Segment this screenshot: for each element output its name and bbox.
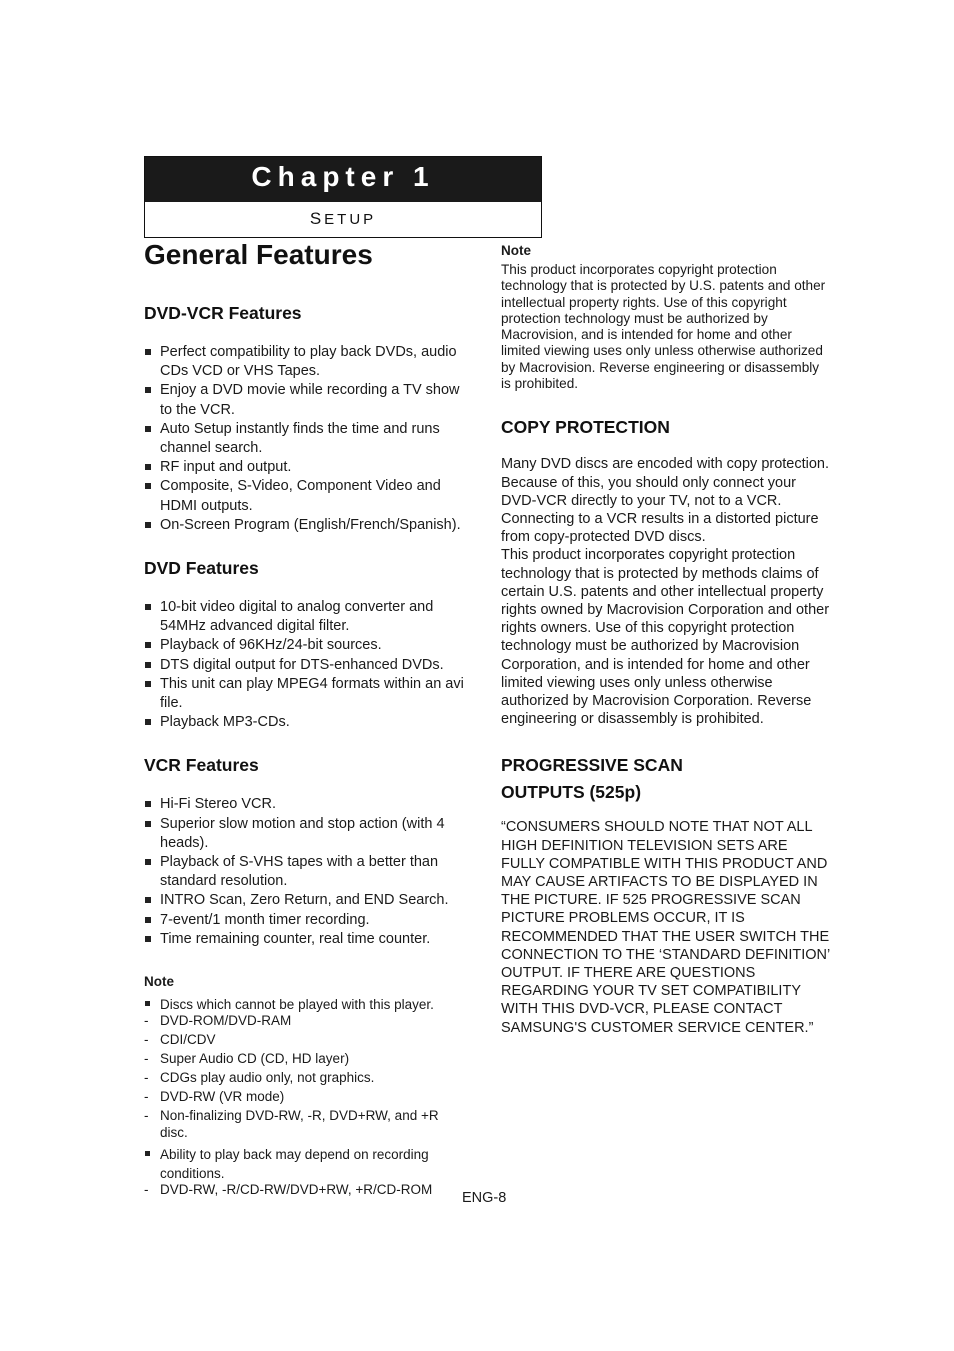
list-item: 7-event/1 month timer recording. bbox=[144, 911, 474, 930]
note-sublist bbox=[160, 1181, 474, 1198]
list-item: Superior slow motion and stop action (with 4 heads). bbox=[144, 815, 474, 853]
left-column bbox=[144, 238, 474, 1200]
list-item: Auto Setup instantly finds the time and runs channel search. bbox=[144, 420, 474, 458]
dvd-features-heading: DVD Features bbox=[144, 558, 259, 579]
copy-protection-para-1: Many DVD discs are encoded with copy protection. Because of this, you should only connect your DVD-VCR directly to your TV, not to a VCR. Connecting to a VCR results in a distorted picture from copy-protected DVD discs. bbox=[501, 456, 830, 546]
dvd-features-list bbox=[144, 598, 474, 732]
list-item: Perfect compatibility to play back DVDs, audio CDs VCD or VHS Tapes. bbox=[144, 343, 474, 381]
list-item: Hi-Fi Stereo VCR. bbox=[144, 795, 474, 814]
progressive-scan-text: “CONSUMERS SHOULD NOTE THAT NOT ALL HIGH DEFINITION TELEVISION SETS ARE FULLY COMPATIBLE WITH THIS PRODUCT AND MAY CAUSE ARTIFACTS TO BE DISPLAYED IN THE PICTURE. IF 525 PROGRESSIVE SCAN PICTURE PROBLEMS OCCUR, IT IS RECOMMENDED THAT THE USER SWITCH THE CONNECTION TO THE ‘STANDARD DEFINITION’ OUTPUT. IF THERE ARE QUESTIONS REGARDING YOUR TV SET COMPATIBILITY WITH THIS DVD-VCR, PLEASE CONTACT SAMSUNG'S CUSTOMER SERVICE CENTER.” bbox=[501, 819, 830, 1036]
dvd-vcr-features-heading: DVD-VCR Features bbox=[144, 303, 302, 323]
vcr-features-heading: VCR Features bbox=[144, 755, 259, 776]
note-item-text: Ability to play back may depend on recording conditions. bbox=[160, 1147, 429, 1182]
dvd-vcr-features-list bbox=[144, 343, 474, 535]
list-item: INTRO Scan, Zero Return, and END Search. bbox=[144, 891, 474, 910]
list-item bbox=[144, 1145, 474, 1198]
right-note-label: Note bbox=[501, 243, 531, 258]
progressive-heading-line-1: PROGRESSIVE SCAN bbox=[501, 755, 683, 776]
list-item: DTS digital output for DTS-enhanced DVDs. bbox=[144, 656, 474, 675]
sublist-item: - DVD-ROM/DVD-RAM bbox=[144, 1012, 458, 1029]
list-item: This unit can play MPEG4 formats within an avi file. bbox=[144, 675, 474, 713]
sublist-item: - CDGs play audio only, not graphics. bbox=[144, 1069, 458, 1086]
sublist-item: - CDI/CDV bbox=[144, 1031, 458, 1048]
sublist-item: - DVD-RW, -R/CD-RW/DVD+RW, +R/CD-ROM bbox=[144, 1181, 458, 1198]
list-item: On-Screen Program (English/French/Spanish). bbox=[144, 516, 474, 535]
list-item: Playback of 96KHz/24-bit sources. bbox=[144, 636, 474, 655]
list-item: Playback MP3-CDs. bbox=[144, 713, 474, 732]
sublist-item: - Non-finalizing DVD-RW, -R, DVD+RW, and +R disc. bbox=[144, 1107, 458, 1141]
list-item: Playback of S-VHS tapes with a better than standard resolution. bbox=[144, 853, 474, 891]
chapter-title: Chapter 1 bbox=[145, 157, 541, 202]
page-title: General Features bbox=[144, 239, 373, 270]
list-item: Composite, S-Video, Component Video and HDMI outputs. bbox=[144, 477, 474, 515]
list-item: Enjoy a DVD movie while recording a TV show to the VCR. bbox=[144, 381, 474, 419]
progressive-heading-line-2: OUTPUTS (525p) bbox=[501, 782, 642, 803]
vcr-features-list bbox=[144, 795, 474, 949]
sublist-item: - Super Audio CD (CD, HD layer) bbox=[144, 1050, 458, 1067]
list-item: RF input and output. bbox=[144, 458, 474, 477]
left-note-list bbox=[144, 995, 474, 1198]
progressive-scan-heading bbox=[501, 752, 831, 806]
page-number: ENG-8 bbox=[462, 1190, 507, 1206]
list-item: Time remaining counter, real time counter. bbox=[144, 930, 474, 949]
chapter-header bbox=[144, 156, 542, 238]
sublist-item: - DVD-RW (VR mode) bbox=[144, 1088, 458, 1105]
list-item: 10-bit video digital to analog converter and 54MHz advanced digital filter. bbox=[144, 598, 474, 636]
copy-protection-para-2: This product incorporates copyright protection technology that is protected by methods claims of certain U.S. patents and other intellectual property rights owned by Macrovision Corporation and other rights owners. Use of this copyright protection technology must be authorized by Macrovision Corporation, and is intended for home and other limited viewing uses only unless otherwise authorized by Macrovision Corporation. Reverse engineering or disassembly is prohibited. bbox=[501, 547, 830, 728]
right-column bbox=[501, 242, 831, 1037]
note-item-text: Discs which cannot be played with this player. bbox=[160, 997, 434, 1013]
chapter-subtitle-rest: ETUP bbox=[324, 211, 377, 228]
right-note-text: This product incorporates copyright protection technology that is protected by U.S. patents and other intellectual property rights. Use of this copyright protection technology must be authorized by Macrovision, and is intended for home and other limited viewing uses only unless otherwise authorized by Macrovision. Reverse engineering or disassembly is prohibited. bbox=[501, 262, 826, 392]
copy-protection-heading: COPY PROTECTION bbox=[501, 417, 670, 438]
chapter-subtitle-initial: S bbox=[309, 209, 325, 228]
chapter-subtitle bbox=[145, 202, 541, 237]
left-note-label: Note bbox=[144, 974, 174, 990]
list-item bbox=[144, 995, 474, 1141]
note-sublist bbox=[160, 1012, 474, 1141]
